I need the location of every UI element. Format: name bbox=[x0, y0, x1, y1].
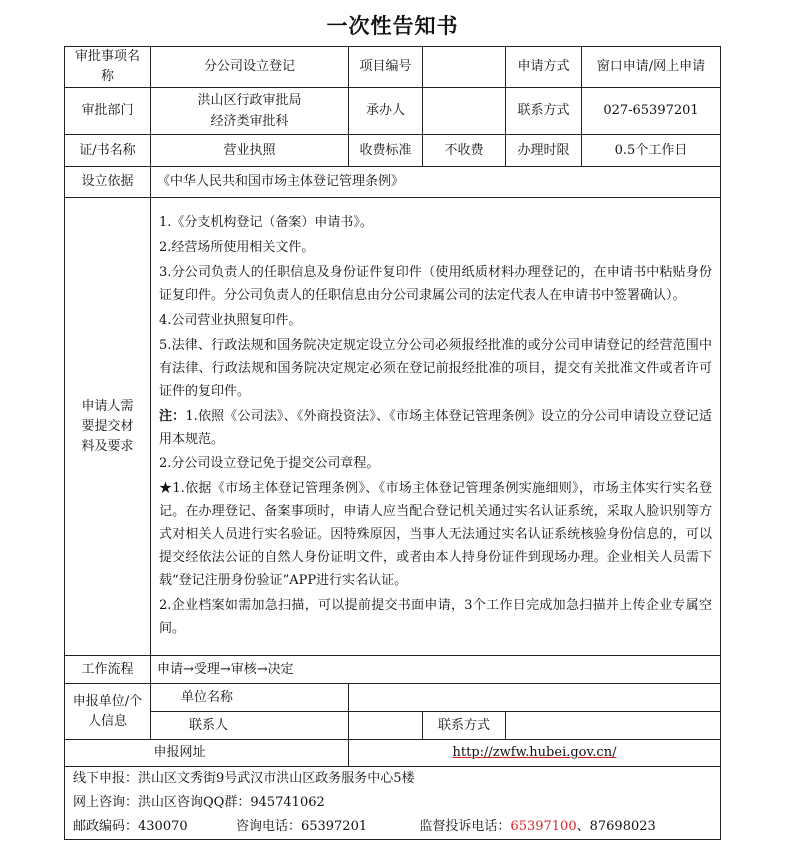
certificate-value: 营业执照 bbox=[151, 135, 349, 167]
handler-label: 承办人 bbox=[349, 88, 423, 135]
item-name-label: 审批事项名称 bbox=[65, 47, 151, 88]
note-item: 2.分公司设立登记免于提交公司章程。 bbox=[159, 456, 380, 472]
consult-label: 咨询电话： bbox=[235, 819, 301, 834]
notice-table bbox=[64, 46, 721, 840]
row-department bbox=[65, 88, 721, 135]
star-text: 1.依据《市场主体登记管理条例》、《市场主体登记管理条例实施细则》，市场主体实行实名登记。在办理登记、备案事项时，申请人应当配合登记机关通过实名认证系统，采取人脸识别等方式对相关人员进行实名验证。因特殊原因，当事人无法通过实名认证系统核验身份信息的，可以提交经依法公证的自然人身份证明文件，或者由本人持身份证件到现场办理。企业相关人员需下载“登记注册身份验证”APP进行实名认证。 bbox=[159, 481, 712, 588]
unit-name-label: 单位名称 bbox=[151, 684, 349, 712]
basis-label: 设立依据 bbox=[65, 167, 151, 198]
zip-value: 430070 bbox=[138, 819, 188, 834]
website-label: 申报网址 bbox=[65, 740, 349, 767]
department-value bbox=[151, 88, 349, 135]
row-footer-online bbox=[65, 791, 721, 815]
requirement-item: 3.分公司负责人的任职信息及身份证件复印件（使用纸质材料办理登记的，在申请书中粘贴身份证复印件。分公司负责人的任职信息由分公司隶属公司的法定代表人在申请书中签署确认）。 bbox=[159, 265, 712, 304]
website-link[interactable] bbox=[349, 740, 721, 767]
time-limit-label: 办理时限 bbox=[506, 135, 582, 167]
note-text: 1.依照《公司法》、《外商投资法》、《市场主体登记管理条例》设立的分公司申请设立登记适用本规范。 bbox=[159, 408, 712, 447]
fee-label: 收费标准 bbox=[349, 135, 423, 167]
complaint-label: 监督投诉电话： bbox=[419, 819, 511, 834]
department-section: 经济类审批科 bbox=[210, 114, 289, 129]
project-number-value bbox=[423, 47, 506, 88]
star-item bbox=[159, 478, 712, 593]
apply-method-label: 申请方式 bbox=[506, 47, 582, 88]
footer-online bbox=[65, 791, 721, 815]
apply-method-value: 窗口申请/网上申请 bbox=[582, 47, 721, 88]
row-basis bbox=[65, 167, 721, 198]
offline-label: 线下申报： bbox=[73, 771, 139, 786]
requirement-item: 5.法律、行政法规和国务院决定规定设立分公司必须报经批准的或分公司申请登记的经营范围中有法律、行政法规和国务院决定规定必须在登记前报经批准的项目，提交有关批准文件或者许可证件的复印件。 bbox=[159, 337, 712, 399]
zip-label: 邮政编码： bbox=[73, 819, 139, 834]
offline-address: 洪山区文秀街9号武汉市洪山区政务服务中心5楼 bbox=[138, 771, 415, 786]
contact-person-field[interactable] bbox=[349, 712, 423, 740]
project-number-label: 项目编号 bbox=[349, 47, 423, 88]
row-requirements bbox=[65, 198, 721, 656]
footer-contacts bbox=[65, 815, 721, 840]
contact-phone-field[interactable] bbox=[506, 712, 721, 740]
contact-method-value: 027-65397201 bbox=[582, 88, 721, 135]
row-applicant-unit bbox=[65, 684, 721, 712]
online-label: 网上咨询： bbox=[73, 795, 139, 810]
row-certificate bbox=[65, 135, 721, 167]
requirement-item: 4.公司营业执照复印件。 bbox=[159, 312, 302, 328]
contact-person-label: 联系人 bbox=[151, 712, 349, 740]
online-qq: 洪山区咨询QQ群：945741062 bbox=[138, 795, 325, 810]
complaint-phone-secondary: 87698023 bbox=[589, 819, 656, 834]
workflow-value: 申请→受理→审核→决定 bbox=[151, 656, 721, 684]
row-footer-offline bbox=[65, 767, 721, 792]
handler-value bbox=[423, 88, 506, 135]
footer-offline bbox=[65, 767, 721, 792]
page-title: 一次性告知书 bbox=[326, 14, 459, 38]
applicant-label: 申报单位/个人信息 bbox=[65, 684, 151, 740]
time-limit-value: 0.5个工作日 bbox=[582, 135, 721, 167]
row-website bbox=[65, 740, 721, 767]
complaint-phone-primary: 65397100 bbox=[510, 819, 577, 834]
note-label: 注： bbox=[159, 408, 186, 424]
requirements-label: 申请人需要提交材料及要求 bbox=[65, 198, 151, 656]
contact-method-label: 联系方式 bbox=[506, 88, 582, 135]
contact-phone-label: 联系方式 bbox=[423, 712, 506, 740]
certificate-label: 证/书名称 bbox=[65, 135, 151, 167]
complaint-sep: 、 bbox=[576, 819, 590, 834]
requirement-item: 1.《分支机构登记（备案）申请书》。 bbox=[159, 215, 373, 231]
website-url[interactable]: http://zwfw.hubei.gov.cn/ bbox=[452, 745, 617, 760]
requirement-item: 2.经营场所使用相关文件。 bbox=[159, 240, 315, 256]
row-workflow bbox=[65, 656, 721, 684]
consult-value: 65397201 bbox=[300, 819, 368, 834]
unit-name-field[interactable] bbox=[349, 684, 721, 712]
department-name: 洪山区行政审批局 bbox=[197, 93, 302, 108]
row-applicant-contact bbox=[65, 712, 721, 740]
workflow-label: 工作流程 bbox=[65, 656, 151, 684]
star-item: 2.企业档案如需加急扫描，可以提前提交书面申请，3个工作日完成加急扫描并上传企业专属空间。 bbox=[159, 597, 712, 636]
item-name-value: 分公司设立登记 bbox=[151, 47, 349, 88]
department-label: 审批部门 bbox=[65, 88, 151, 135]
star-icon: ★ bbox=[159, 481, 173, 497]
note-item bbox=[159, 406, 712, 452]
basis-value: 《中华人民共和国市场主体登记管理条例》 bbox=[151, 167, 721, 198]
fee-value: 不收费 bbox=[423, 135, 506, 167]
row-footer-contacts bbox=[65, 815, 721, 840]
requirements-content bbox=[151, 198, 721, 656]
row-item-name bbox=[65, 47, 721, 88]
